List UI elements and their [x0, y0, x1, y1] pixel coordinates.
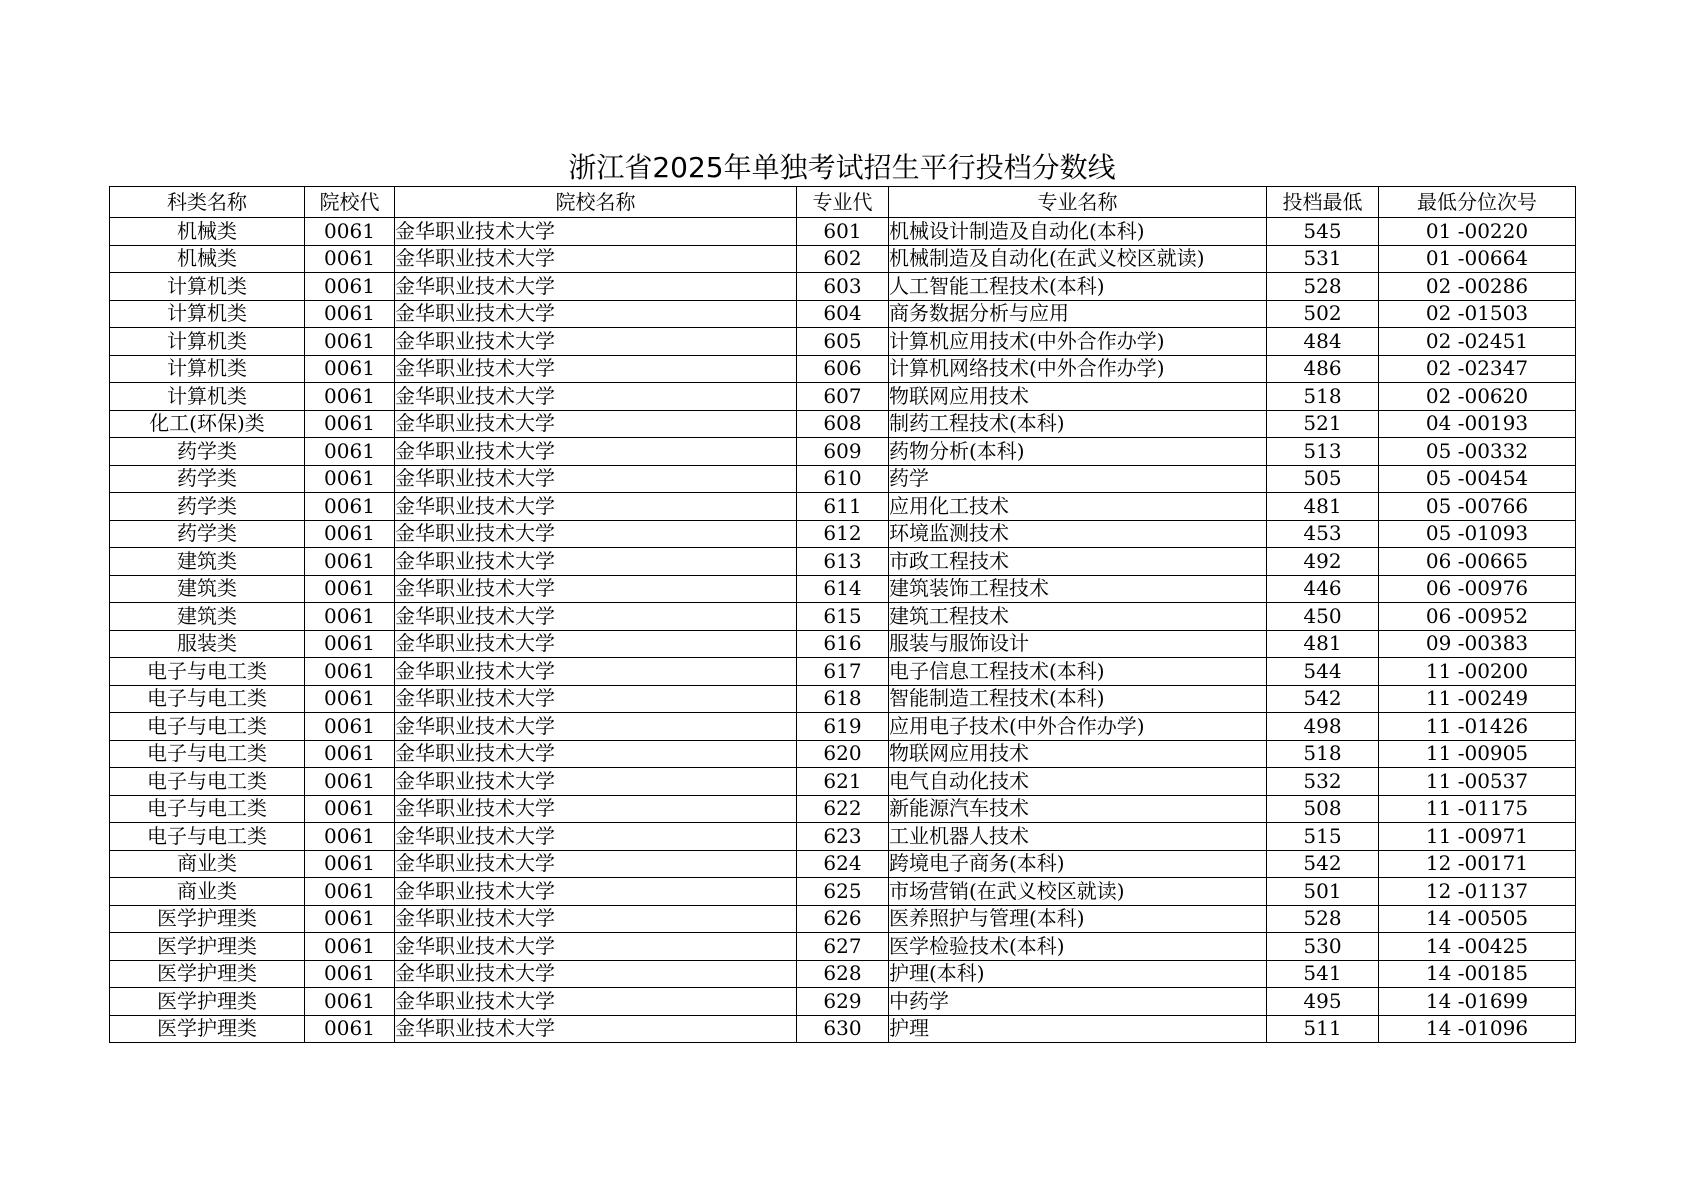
cell-major-code: 612: [797, 520, 889, 548]
cell-school-name: 金华职业技术大学: [395, 1015, 797, 1043]
cell-major-code: 626: [797, 905, 889, 933]
cell-major-name: 医养照护与管理(本科): [889, 905, 1267, 933]
table-row: [110, 740, 1576, 768]
cell-min-rank: 14 -01096: [1379, 1015, 1576, 1043]
cell-category-name: 计算机类: [110, 273, 305, 301]
cell-min-score: 541: [1267, 960, 1379, 988]
cell-min-score: 542: [1267, 850, 1379, 878]
cell-min-rank: 05 -00332: [1379, 438, 1576, 466]
cell-min-score: 518: [1267, 383, 1379, 411]
cell-major-code: 608: [797, 410, 889, 438]
cell-major-name: 服装与服饰设计: [889, 630, 1267, 658]
cell-category-name: 电子与电工类: [110, 658, 305, 686]
cell-major-name: 药学: [889, 465, 1267, 493]
cell-min-rank: 11 -00537: [1379, 768, 1576, 796]
cell-min-score: 502: [1267, 300, 1379, 328]
cell-category-name: 电子与电工类: [110, 713, 305, 741]
cell-min-rank: 02 -02451: [1379, 328, 1576, 356]
cell-min-rank: 06 -00976: [1379, 575, 1576, 603]
cell-major-code: 629: [797, 988, 889, 1016]
cell-school-code: 0061: [305, 465, 395, 493]
cell-school-name: 金华职业技术大学: [395, 988, 797, 1016]
cell-min-score: 528: [1267, 273, 1379, 301]
cell-school-code: 0061: [305, 740, 395, 768]
cell-category-name: 药学类: [110, 465, 305, 493]
cell-category-name: 电子与电工类: [110, 823, 305, 851]
cell-school-code: 0061: [305, 905, 395, 933]
cell-school-name: 金华职业技术大学: [395, 273, 797, 301]
cell-min-score: 495: [1267, 988, 1379, 1016]
cell-min-score: 544: [1267, 658, 1379, 686]
cell-min-rank: 14 -01699: [1379, 988, 1576, 1016]
cell-min-rank: 11 -01175: [1379, 795, 1576, 823]
cell-major-code: 625: [797, 878, 889, 906]
cell-min-rank: 05 -01093: [1379, 520, 1576, 548]
cell-min-score: 505: [1267, 465, 1379, 493]
cell-min-score: 486: [1267, 355, 1379, 383]
cell-school-name: 金华职业技术大学: [395, 878, 797, 906]
cell-category-name: 医学护理类: [110, 933, 305, 961]
cell-school-name: 金华职业技术大学: [395, 328, 797, 356]
cell-school-name: 金华职业技术大学: [395, 548, 797, 576]
cell-major-code: 616: [797, 630, 889, 658]
cell-min-rank: 14 -00505: [1379, 905, 1576, 933]
cell-major-name: 中药学: [889, 988, 1267, 1016]
cell-min-score: 542: [1267, 685, 1379, 713]
cell-category-name: 化工(环保)类: [110, 410, 305, 438]
cell-school-code: 0061: [305, 795, 395, 823]
cell-min-rank: 05 -00454: [1379, 465, 1576, 493]
cell-school-code: 0061: [305, 768, 395, 796]
table-row: [110, 988, 1576, 1016]
cell-major-name: 跨境电子商务(本科): [889, 850, 1267, 878]
cell-min-score: 481: [1267, 493, 1379, 521]
cell-major-name: 电气自动化技术: [889, 768, 1267, 796]
cell-major-code: 611: [797, 493, 889, 521]
cell-major-code: 602: [797, 245, 889, 273]
table-row: [110, 685, 1576, 713]
header-min-score: 投档最低: [1267, 187, 1379, 218]
cell-min-score: 528: [1267, 905, 1379, 933]
cell-school-code: 0061: [305, 355, 395, 383]
cell-school-name: 金华职业技术大学: [395, 575, 797, 603]
cell-min-score: 532: [1267, 768, 1379, 796]
table-row: [110, 658, 1576, 686]
cell-category-name: 电子与电工类: [110, 740, 305, 768]
table-row: [110, 355, 1576, 383]
cell-major-name: 建筑工程技术: [889, 603, 1267, 631]
cell-min-score: 513: [1267, 438, 1379, 466]
table-row: [110, 493, 1576, 521]
cell-min-rank: 12 -01137: [1379, 878, 1576, 906]
cell-major-name: 医学检验技术(本科): [889, 933, 1267, 961]
header-min-rank: 最低分位次号: [1379, 187, 1576, 218]
cell-min-score: 492: [1267, 548, 1379, 576]
cell-major-name: 建筑装饰工程技术: [889, 575, 1267, 603]
cell-min-score: 501: [1267, 878, 1379, 906]
cell-school-code: 0061: [305, 438, 395, 466]
table-row: [110, 520, 1576, 548]
cell-min-score: 484: [1267, 328, 1379, 356]
cell-major-code: 624: [797, 850, 889, 878]
cell-min-score: 450: [1267, 603, 1379, 631]
cell-school-name: 金华职业技术大学: [395, 713, 797, 741]
cell-school-name: 金华职业技术大学: [395, 740, 797, 768]
table-row: [110, 218, 1576, 246]
table-row: [110, 960, 1576, 988]
cell-school-code: 0061: [305, 328, 395, 356]
table-row: [110, 410, 1576, 438]
table-body: [110, 218, 1576, 1043]
cell-min-rank: 09 -00383: [1379, 630, 1576, 658]
cell-school-code: 0061: [305, 713, 395, 741]
cell-category-name: 医学护理类: [110, 960, 305, 988]
cell-min-score: 531: [1267, 245, 1379, 273]
cell-major-code: 623: [797, 823, 889, 851]
cell-major-name: 商务数据分析与应用: [889, 300, 1267, 328]
cell-major-code: 603: [797, 273, 889, 301]
cell-major-name: 机械制造及自动化(在武义校区就读): [889, 245, 1267, 273]
cell-min-rank: 01 -00220: [1379, 218, 1576, 246]
cell-school-name: 金华职业技术大学: [395, 768, 797, 796]
cell-min-rank: 02 -01503: [1379, 300, 1576, 328]
table-row: [110, 245, 1576, 273]
cell-category-name: 计算机类: [110, 383, 305, 411]
cell-school-code: 0061: [305, 603, 395, 631]
cell-major-code: 605: [797, 328, 889, 356]
cell-major-name: 制药工程技术(本科): [889, 410, 1267, 438]
cell-major-code: 618: [797, 685, 889, 713]
cell-major-code: 614: [797, 575, 889, 603]
cell-major-code: 613: [797, 548, 889, 576]
cell-category-name: 商业类: [110, 878, 305, 906]
cell-major-name: 智能制造工程技术(本科): [889, 685, 1267, 713]
cell-category-name: 建筑类: [110, 548, 305, 576]
table-row: [110, 795, 1576, 823]
admission-score-table: [109, 186, 1576, 1043]
cell-min-rank: 12 -00171: [1379, 850, 1576, 878]
cell-major-name: 人工智能工程技术(本科): [889, 273, 1267, 301]
table-row: [110, 328, 1576, 356]
cell-school-code: 0061: [305, 960, 395, 988]
cell-category-name: 服装类: [110, 630, 305, 658]
cell-major-name: 物联网应用技术: [889, 740, 1267, 768]
cell-major-name: 新能源汽车技术: [889, 795, 1267, 823]
cell-school-code: 0061: [305, 410, 395, 438]
cell-min-score: 515: [1267, 823, 1379, 851]
table-row: [110, 713, 1576, 741]
cell-school-code: 0061: [305, 218, 395, 246]
cell-school-code: 0061: [305, 245, 395, 273]
cell-school-code: 0061: [305, 658, 395, 686]
table-row: [110, 933, 1576, 961]
cell-category-name: 建筑类: [110, 575, 305, 603]
cell-major-code: 606: [797, 355, 889, 383]
page-title: 浙江省2025年单独考试招生平行投档分数线: [568, 151, 1116, 184]
table-row: [110, 878, 1576, 906]
cell-min-rank: 02 -02347: [1379, 355, 1576, 383]
table-row: [110, 575, 1576, 603]
cell-major-code: 620: [797, 740, 889, 768]
table-header-row: [110, 187, 1576, 218]
table-row: [110, 850, 1576, 878]
cell-min-score: 545: [1267, 218, 1379, 246]
cell-school-code: 0061: [305, 850, 395, 878]
cell-school-name: 金华职业技术大学: [395, 685, 797, 713]
cell-category-name: 医学护理类: [110, 1015, 305, 1043]
cell-school-code: 0061: [305, 878, 395, 906]
cell-major-name: 物联网应用技术: [889, 383, 1267, 411]
cell-school-name: 金华职业技术大学: [395, 823, 797, 851]
cell-min-rank: 14 -00185: [1379, 960, 1576, 988]
cell-school-code: 0061: [305, 493, 395, 521]
cell-school-code: 0061: [305, 933, 395, 961]
cell-school-name: 金华职业技术大学: [395, 438, 797, 466]
cell-school-name: 金华职业技术大学: [395, 410, 797, 438]
cell-school-name: 金华职业技术大学: [395, 933, 797, 961]
cell-school-name: 金华职业技术大学: [395, 300, 797, 328]
cell-category-name: 医学护理类: [110, 988, 305, 1016]
cell-min-rank: 06 -00952: [1379, 603, 1576, 631]
cell-major-name: 市政工程技术: [889, 548, 1267, 576]
cell-major-name: 护理(本科): [889, 960, 1267, 988]
cell-category-name: 计算机类: [110, 328, 305, 356]
cell-school-name: 金华职业技术大学: [395, 905, 797, 933]
cell-min-rank: 11 -00905: [1379, 740, 1576, 768]
cell-school-code: 0061: [305, 823, 395, 851]
cell-min-rank: 01 -00664: [1379, 245, 1576, 273]
table-row: [110, 438, 1576, 466]
cell-school-name: 金华职业技术大学: [395, 245, 797, 273]
header-major-code: 专业代: [797, 187, 889, 218]
cell-school-name: 金华职业技术大学: [395, 658, 797, 686]
cell-major-name: 计算机网络技术(中外合作办学): [889, 355, 1267, 383]
cell-major-code: 607: [797, 383, 889, 411]
cell-school-code: 0061: [305, 685, 395, 713]
header-major-name: 专业名称: [889, 187, 1267, 218]
cell-category-name: 药学类: [110, 520, 305, 548]
cell-major-code: 630: [797, 1015, 889, 1043]
cell-category-name: 电子与电工类: [110, 768, 305, 796]
cell-min-score: 498: [1267, 713, 1379, 741]
cell-major-code: 604: [797, 300, 889, 328]
cell-category-name: 计算机类: [110, 355, 305, 383]
cell-major-code: 615: [797, 603, 889, 631]
cell-school-name: 金华职业技术大学: [395, 960, 797, 988]
cell-min-rank: 14 -00425: [1379, 933, 1576, 961]
header-school-name: 院校名称: [395, 187, 797, 218]
cell-major-name: 药物分析(本科): [889, 438, 1267, 466]
cell-major-code: 609: [797, 438, 889, 466]
cell-major-code: 601: [797, 218, 889, 246]
cell-min-rank: 11 -00249: [1379, 685, 1576, 713]
cell-school-name: 金华职业技术大学: [395, 603, 797, 631]
table-row: [110, 465, 1576, 493]
cell-school-name: 金华职业技术大学: [395, 630, 797, 658]
cell-min-score: 511: [1267, 1015, 1379, 1043]
cell-min-score: 521: [1267, 410, 1379, 438]
table-row: [110, 273, 1576, 301]
cell-school-name: 金华职业技术大学: [395, 850, 797, 878]
cell-category-name: 电子与电工类: [110, 795, 305, 823]
cell-min-rank: 02 -00286: [1379, 273, 1576, 301]
cell-major-name: 工业机器人技术: [889, 823, 1267, 851]
cell-min-rank: 11 -01426: [1379, 713, 1576, 741]
cell-min-score: 446: [1267, 575, 1379, 603]
cell-school-code: 0061: [305, 383, 395, 411]
cell-school-name: 金华职业技术大学: [395, 795, 797, 823]
cell-school-code: 0061: [305, 273, 395, 301]
cell-major-name: 机械设计制造及自动化(本科): [889, 218, 1267, 246]
cell-category-name: 建筑类: [110, 603, 305, 631]
cell-school-name: 金华职业技术大学: [395, 218, 797, 246]
cell-category-name: 计算机类: [110, 300, 305, 328]
cell-school-name: 金华职业技术大学: [395, 493, 797, 521]
cell-major-name: 电子信息工程技术(本科): [889, 658, 1267, 686]
cell-category-name: 机械类: [110, 245, 305, 273]
cell-min-rank: 04 -00193: [1379, 410, 1576, 438]
cell-category-name: 机械类: [110, 218, 305, 246]
cell-major-code: 628: [797, 960, 889, 988]
cell-major-name: 计算机应用技术(中外合作办学): [889, 328, 1267, 356]
cell-major-name: 市场营销(在武义校区就读): [889, 878, 1267, 906]
cell-major-name: 护理: [889, 1015, 1267, 1043]
table-row: [110, 768, 1576, 796]
cell-min-rank: 11 -00200: [1379, 658, 1576, 686]
cell-school-name: 金华职业技术大学: [395, 383, 797, 411]
cell-school-code: 0061: [305, 300, 395, 328]
cell-category-name: 医学护理类: [110, 905, 305, 933]
cell-school-name: 金华职业技术大学: [395, 355, 797, 383]
cell-major-name: 环境监测技术: [889, 520, 1267, 548]
cell-school-name: 金华职业技术大学: [395, 520, 797, 548]
cell-school-name: 金华职业技术大学: [395, 465, 797, 493]
table-row: [110, 630, 1576, 658]
table-row: [110, 905, 1576, 933]
table-row: [110, 1015, 1576, 1043]
cell-min-score: 530: [1267, 933, 1379, 961]
cell-category-name: 商业类: [110, 850, 305, 878]
table-row: [110, 823, 1576, 851]
cell-major-name: 应用电子技术(中外合作办学): [889, 713, 1267, 741]
cell-min-rank: 02 -00620: [1379, 383, 1576, 411]
cell-major-code: 617: [797, 658, 889, 686]
cell-school-code: 0061: [305, 520, 395, 548]
cell-major-code: 621: [797, 768, 889, 796]
cell-school-code: 0061: [305, 548, 395, 576]
cell-major-code: 627: [797, 933, 889, 961]
cell-major-code: 622: [797, 795, 889, 823]
cell-min-rank: 05 -00766: [1379, 493, 1576, 521]
header-category-name: 科类名称: [110, 187, 305, 218]
cell-category-name: 药学类: [110, 493, 305, 521]
table-row: [110, 603, 1576, 631]
cell-min-score: 508: [1267, 795, 1379, 823]
cell-major-name: 应用化工技术: [889, 493, 1267, 521]
cell-min-score: 518: [1267, 740, 1379, 768]
header-school-code: 院校代: [305, 187, 395, 218]
cell-school-code: 0061: [305, 988, 395, 1016]
cell-major-code: 619: [797, 713, 889, 741]
cell-school-code: 0061: [305, 1015, 395, 1043]
cell-school-code: 0061: [305, 630, 395, 658]
table-row: [110, 548, 1576, 576]
table-row: [110, 300, 1576, 328]
cell-category-name: 电子与电工类: [110, 685, 305, 713]
cell-major-code: 610: [797, 465, 889, 493]
cell-min-rank: 11 -00971: [1379, 823, 1576, 851]
cell-min-score: 453: [1267, 520, 1379, 548]
cell-min-rank: 06 -00665: [1379, 548, 1576, 576]
cell-school-code: 0061: [305, 575, 395, 603]
cell-category-name: 药学类: [110, 438, 305, 466]
table-row: [110, 383, 1576, 411]
cell-min-score: 481: [1267, 630, 1379, 658]
